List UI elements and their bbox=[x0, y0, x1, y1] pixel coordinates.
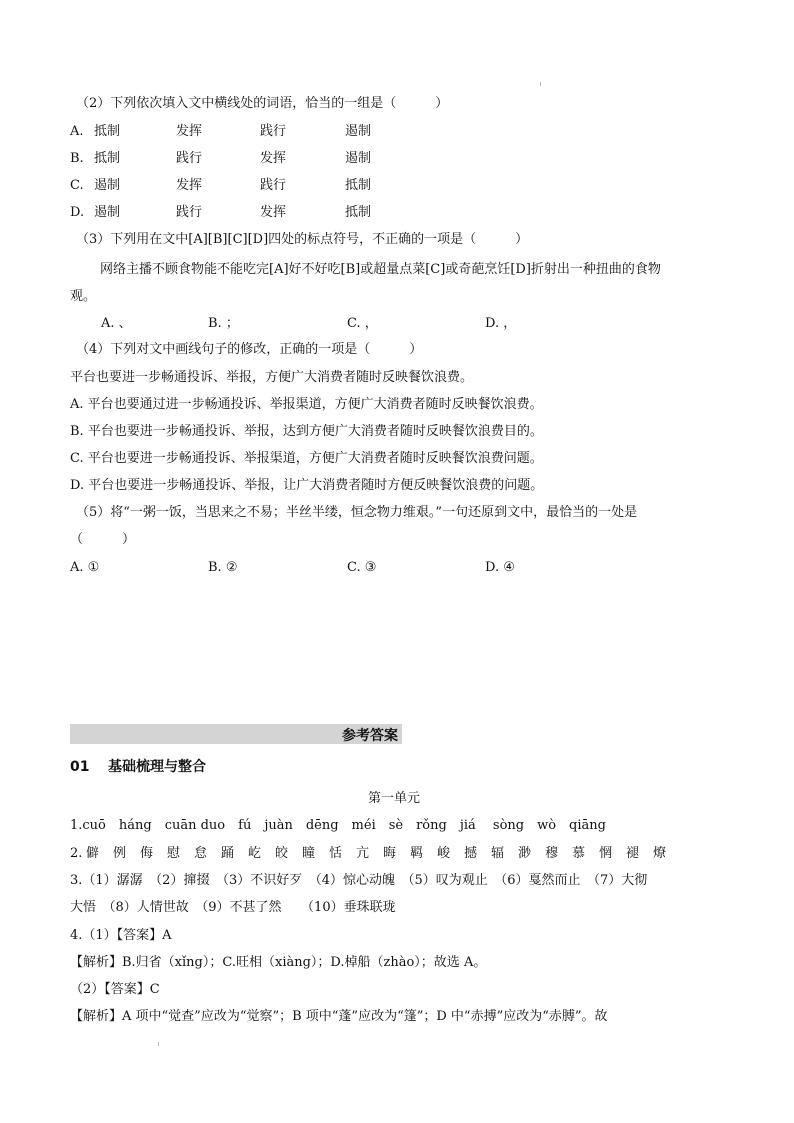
q3-passage-line2: 观。 bbox=[70, 289, 97, 304]
unit-title: 第一单元 bbox=[368, 791, 421, 806]
option-word: 践行 bbox=[260, 178, 287, 193]
option-letter: C. bbox=[70, 178, 84, 193]
answer-char: 穆 bbox=[545, 846, 559, 861]
q4-option-c: C. 平台也要进一步畅通投诉、举报渠道，方便广大消费者随时反映餐饮浪费问题。 bbox=[70, 451, 543, 466]
answer-char: 惘 bbox=[599, 846, 613, 861]
answer-key-band bbox=[70, 724, 402, 744]
answer-char: 羁 bbox=[410, 846, 424, 861]
q5-option-a: A. ① bbox=[70, 560, 100, 575]
q3-passage-line1: 网络主播不顾食物能不能吃完[A]好不好吃[B]或超量点菜[C]或奇葩烹饪[D]折射出一种扭曲的食物 bbox=[100, 262, 661, 277]
option-word: 遏制 bbox=[94, 205, 121, 220]
section-heading bbox=[70, 758, 206, 776]
answer-1-pinyin: 1.cuō háng cuān duo fú juàn dēng méi sè rǒng jiá sòng wò qiāng bbox=[70, 818, 606, 833]
page-mark-top bbox=[540, 82, 541, 86]
answer-2-label: 2. bbox=[70, 846, 83, 861]
answer-char: 晦 bbox=[383, 846, 397, 861]
answer-char: 撼 bbox=[464, 846, 478, 861]
answer-char: 慰 bbox=[167, 846, 181, 861]
option-word: 抵制 bbox=[345, 205, 372, 220]
page-mark-bottom bbox=[158, 1042, 159, 1046]
answer-char: 僻 bbox=[86, 846, 100, 861]
q4-option-b: B. 平台也要进一步畅通投诉、举报，达到方便广大消费者随时反映餐饮浪费目的。 bbox=[70, 424, 543, 439]
answer-4-1: 4.（1）【答案】A bbox=[70, 928, 172, 943]
option-word: 抵制 bbox=[94, 151, 121, 166]
answer-char: 踊 bbox=[221, 846, 235, 861]
q5-option-d: D. ④ bbox=[485, 560, 515, 575]
section-number: 01 bbox=[70, 759, 90, 775]
option-word: 抵制 bbox=[94, 124, 121, 139]
section-title: 基础梳理与整合 bbox=[108, 759, 206, 775]
option-word: 践行 bbox=[260, 124, 287, 139]
option-letter: A. bbox=[70, 124, 84, 139]
answer-char: 慕 bbox=[572, 846, 586, 861]
q5-stem: （5）将“一粥一饭，当思来之不易；半丝半缕，恒念物力维艰。”一句还原到文中，最恰当的一处是 bbox=[76, 505, 638, 520]
answer-3-line2: 大悟 （8）人情世故 （9）不甚了然 （10）垂珠联珑 bbox=[70, 900, 396, 915]
answer-3-line1: 3.（1）潺潺 （2）撺掇 （3）不识好歹 （4）惊心动魄 （5）叹为观止 （6）戛然而止 （7）大彻 bbox=[70, 873, 648, 888]
option-word: 践行 bbox=[176, 205, 203, 220]
option-letter: D. bbox=[70, 205, 85, 220]
answer-char: 怠 bbox=[194, 846, 208, 861]
option-letter: B. bbox=[70, 151, 84, 166]
q3-option-b: B. ； bbox=[208, 316, 239, 331]
q4-original: 平台也要进一步畅通投诉、举报，方便广大消费者随时反映餐饮浪费。 bbox=[70, 370, 474, 385]
option-word: 遏制 bbox=[94, 178, 121, 193]
answer-char: 例 bbox=[113, 846, 127, 861]
answer-char: 辐 bbox=[491, 846, 505, 861]
answer-4-1-analysis: 【解析】B.归省（xǐng）；C.旺相（xiàng）；D.棹船（zhào）；故选 A。 bbox=[70, 955, 487, 970]
q3-option-d: D. ， bbox=[485, 316, 517, 331]
option-word: 发挥 bbox=[260, 205, 287, 220]
answer-2-chars bbox=[70, 845, 680, 863]
q5-option-b: B. ② bbox=[208, 560, 238, 575]
q5-paren: （ ） bbox=[70, 532, 136, 547]
answer-4-2-analysis: 【解析】A 项中“觉查”应改为“觉察”；B 项中“蓬”应改为“篷”；D 中“赤搏”应改为“赤膊”。故 bbox=[70, 1009, 608, 1024]
answer-char: 褪 bbox=[626, 846, 640, 861]
answer-char: 渺 bbox=[518, 846, 532, 861]
answer-char: 瞳 bbox=[302, 846, 316, 861]
q2-stem: （2）下列依次填入文中横线处的词语，恰当的一组是（ ） bbox=[76, 96, 449, 111]
q3-stem: （3）下列用在文中[A][B][C][D]四处的标点符号，不正确的一项是（ ） bbox=[76, 232, 529, 247]
q4-option-a: A. 平台也要通过进一步畅通投诉、举报渠道，方便广大消费者随时反映餐饮浪费。 bbox=[70, 397, 543, 412]
option-word: 遏制 bbox=[345, 151, 372, 166]
answer-char: 峻 bbox=[437, 846, 451, 861]
answer-key-title: 参考答案 bbox=[342, 728, 398, 744]
q3-option-a: A. 、 bbox=[101, 316, 132, 331]
answer-char: 屹 bbox=[248, 846, 262, 861]
answer-char: 恬 bbox=[329, 846, 343, 861]
answer-char: 侮 bbox=[140, 846, 154, 861]
q5-option-c: C. ③ bbox=[347, 560, 377, 575]
q4-option-d: D. 平台也要进一步畅通投诉、举报，让广大消费者随时方便反映餐饮浪费的问题。 bbox=[70, 478, 544, 493]
q4-stem: （4）下列对文中画线句子的修改，正确的一项是（ ） bbox=[76, 342, 423, 357]
q3-option-c: C. ， bbox=[347, 316, 378, 331]
answer-4-2: （2）【答案】C bbox=[70, 982, 160, 997]
answer-char: 亢 bbox=[356, 846, 370, 861]
answer-char: 皎 bbox=[275, 846, 289, 861]
option-word: 发挥 bbox=[176, 178, 203, 193]
option-word: 抵制 bbox=[345, 178, 372, 193]
option-word: 发挥 bbox=[260, 151, 287, 166]
option-word: 践行 bbox=[176, 151, 203, 166]
answer-char: 燎 bbox=[653, 846, 667, 861]
option-word: 遏制 bbox=[345, 124, 372, 139]
option-word: 发挥 bbox=[176, 124, 203, 139]
